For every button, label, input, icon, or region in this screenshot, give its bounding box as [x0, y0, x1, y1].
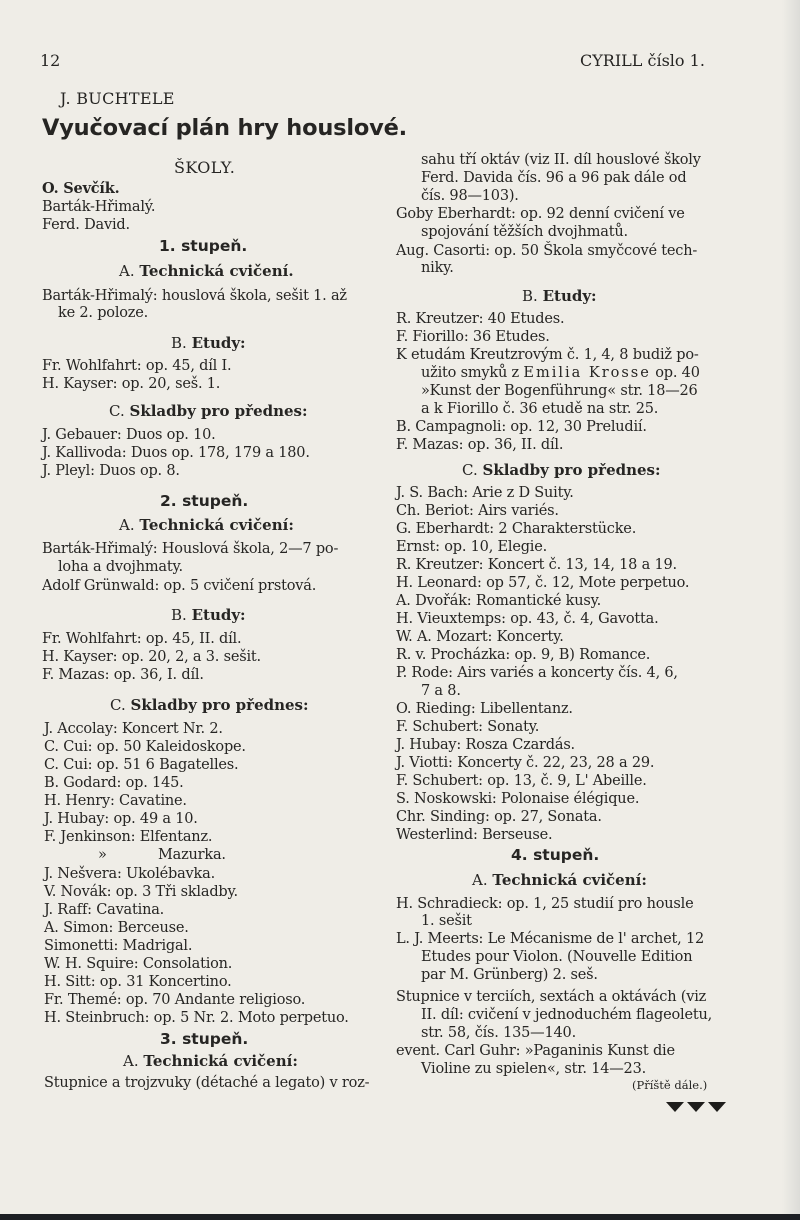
entry-line: str. 58, čís. 135—140. — [421, 1025, 576, 1041]
entry-line: par M. Grünberg) 2. seš. — [421, 967, 598, 983]
triangle-icon — [687, 1102, 705, 1112]
entry-line: a k Fiorillo č. 36 etudě na str. 25. — [421, 401, 659, 417]
running-title: CYRILL číslo 1. — [580, 51, 705, 70]
entry-line: H. Leonard: op 57, č. 12, Mote perpetuo. — [396, 575, 690, 591]
entry-line: C. Cui: op. 50 Kaleidoskope. — [44, 739, 246, 755]
section-heading — [110, 696, 309, 714]
section-letter: A. — [123, 1052, 139, 1070]
entry-line: B. Campagnoli: op. 12, 30 Preludií. — [396, 419, 647, 435]
entry-line: R. v. Procházka: op. 9, B) Romance. — [396, 647, 651, 663]
entry-line: 7 a 8. — [421, 683, 461, 699]
entry-line: W. A. Mozart: Koncerty. — [396, 629, 564, 645]
entry-line: Fr. Themé: op. 70 Andante religioso. — [44, 992, 306, 1008]
school-item: O. Sevčík. — [42, 180, 120, 197]
entry-line: S. Noskowski: Polonaise élégique. — [396, 791, 640, 807]
entry-line: H. Sitt: op. 31 Koncertino. — [44, 974, 232, 990]
entry-line: sahu tří oktáv (viz II. díl houslové školy — [421, 152, 701, 168]
article-title: Vyučovací plán hry houslové. — [42, 115, 408, 141]
grade-heading: 3. stupeň. — [160, 1030, 249, 1048]
section-title: Skladby pro přednes: — [130, 696, 309, 714]
entry-line: J. Pleyl: Duos op. 8. — [42, 463, 180, 479]
ditto-mark: » — [98, 847, 107, 863]
entry-line: F. Mazas: op. 36, I. díl. — [42, 667, 204, 683]
section-heading — [171, 334, 246, 352]
entry-line: K etudám Kreutzrovým č. 1, 4, 8 budiž po- — [396, 347, 699, 363]
entry-line: A. Dvořák: Romantické kusy. — [396, 593, 602, 609]
entry-line: ke 2. poloze. — [58, 305, 149, 321]
entry-line: čís. 98—103). — [421, 188, 519, 204]
entry-line: J. Raff: Cavatina. — [44, 902, 165, 918]
section-heading — [119, 516, 294, 534]
entry-line: H. Vieuxtemps: op. 43, č. 4, Gavotta. — [396, 611, 659, 627]
entry-line: Ernst: op. 10, Elegie. — [396, 539, 548, 555]
entry-line: J. Kallivoda: Duos op. 178, 179 a 180. — [42, 445, 310, 461]
entry-line: A. Simon: Berceuse. — [44, 920, 189, 936]
entry-line: O. Rieding: Libellentanz. — [396, 701, 573, 717]
entry-line: Adolf Grünwald: op. 5 cvičení prstová. — [42, 578, 317, 594]
entry-line: R. Kreutzer: 40 Etudes. — [396, 311, 565, 327]
entry-line: V. Novák: op. 3 Tři skladby. — [44, 884, 238, 900]
entry-line: H. Steinbruch: op. 5 Nr. 2. Moto perpetuo. — [44, 1010, 349, 1026]
entry-line: II. díl: cvičení v jednoduchém flageoletu, — [421, 1007, 713, 1023]
entry-line: Simonetti: Madrigal. — [44, 938, 193, 954]
section-letter: A. — [119, 262, 135, 280]
section-title: Etudy: — [191, 334, 246, 352]
entry-line: H. Kayser: op. 20, 2, a 3. sešit. — [42, 649, 261, 665]
section-letter: A. — [472, 871, 488, 889]
entry-line: J. S. Bach: Arie z D Suity. — [396, 485, 574, 501]
entry-line: Stupnice a trojzvuky (détaché a legato) v roz- — [44, 1075, 370, 1091]
section-letter: A. — [119, 516, 135, 534]
section-heading — [109, 402, 308, 420]
entry-line: Chr. Sinding: op. 27, Sonata. — [396, 809, 602, 825]
entry-line: event. Carl Guhr: »Paganinis Kunst die — [396, 1043, 675, 1059]
entry-line: Ferd. Davida čís. 96 a 96 pak dále od — [421, 170, 687, 186]
entry-line: Aug. Casorti: op. 50 Škola smyčcové tech- — [396, 243, 698, 259]
schools-heading: ŠKOLY. — [174, 158, 236, 177]
school-item: Ferd. David. — [42, 217, 130, 233]
section-title: Etudy: — [191, 606, 246, 624]
entry-line: »Kunst der Bogenführung« str. 18—26 — [421, 383, 698, 399]
entry-line: 1. sešit — [421, 913, 472, 929]
section-title: Technická cvičení: — [143, 1052, 298, 1070]
section-heading — [171, 606, 246, 624]
entry-line: F. Fiorillo: 36 Etudes. — [396, 329, 550, 345]
entry-line: Etudes pour Violon. (Nouvelle Edition — [421, 949, 693, 965]
article-author: J. BUCHTELE — [60, 89, 175, 108]
section-letter: C. — [109, 402, 125, 420]
section-title: Skladby pro přednes: — [129, 402, 308, 420]
entry-line: Violine zu spielen«, str. 14—23. — [421, 1061, 646, 1077]
entry-line: F. Schubert: Sonaty. — [396, 719, 540, 735]
entry-line: C. Cui: op. 51 6 Bagatelles. — [44, 757, 239, 773]
triangle-icon — [666, 1102, 684, 1112]
entry-line: Fr. Wohlfahrt: op. 45, II. díl. — [42, 631, 242, 647]
section-letter: C. — [110, 696, 126, 714]
entry-line — [421, 365, 700, 381]
entry-line: Mazurka. — [158, 847, 226, 863]
section-title: Technická cvičení: — [139, 516, 294, 534]
entry-line: H. Schradieck: op. 1, 25 studií pro housle — [396, 896, 694, 912]
entry-line: G. Eberhardt: 2 Charakterstücke. — [396, 521, 637, 537]
page-number: 12 — [40, 51, 61, 70]
grade-heading: 2. stupeň. — [160, 492, 249, 510]
entry-line: W. H. Squire: Consolation. — [44, 956, 233, 972]
section-title: Technická cvičení: — [492, 871, 647, 889]
entry-line: niky. — [421, 260, 454, 276]
section-title: Skladby pro přednes: — [482, 461, 661, 479]
entry-line: J. Hubay: Rosza Czardás. — [396, 737, 575, 753]
entry-line: Goby Eberhardt: op. 92 denní cvičení ve — [396, 206, 685, 222]
school-item: Barták-Hřimalý. — [42, 199, 156, 215]
entry-line: B. Godard: op. 145. — [44, 775, 184, 791]
entry-line: Fr. Wohlfahrt: op. 45, díl I. — [42, 358, 232, 374]
section-letter: B. — [171, 606, 187, 624]
entry-line: L. J. Meerts: Le Mécanisme de l' archet, 12 — [396, 931, 705, 947]
section-letter: B. — [522, 287, 538, 305]
entry-line: Ch. Beriot: Airs variés. — [396, 503, 559, 519]
entry-line: spojování těžších dvojhmatů. — [421, 224, 628, 240]
continued-note: (Příště dále.) — [632, 1078, 708, 1092]
section-heading — [462, 461, 661, 479]
section-letter: B. — [171, 334, 187, 352]
entry-line: F. Jenkinson: Elfentanz. — [44, 829, 213, 845]
entry-line: loha a dvojhmaty. — [58, 559, 183, 575]
section-heading — [472, 871, 647, 889]
entry-line: J. Gebauer: Duos op. 10. — [42, 427, 216, 443]
entry-line: F. Mazas: op. 36, II. díl. — [396, 437, 564, 453]
entry-line: Barták-Hřimalý: houslová škola, sešit 1. až — [42, 288, 347, 304]
entry-line: P. Rode: Airs variés a koncerty čís. 4, 6, — [396, 665, 678, 681]
entry-line: Westerlind: Berseuse. — [396, 827, 553, 843]
entry-text: op. 40 — [655, 365, 700, 381]
page-edge-shadow — [782, 0, 800, 1220]
entry-line: J. Nešvera: Ukolébavka. — [44, 866, 215, 882]
spaced-name: Emilia Krosse — [523, 365, 651, 381]
entry-line: Stupnice v terciích, sextách a oktávách (viz — [396, 989, 707, 1005]
entry-line: R. Kreutzer: Koncert č. 13, 14, 18 a 19. — [396, 557, 677, 573]
section-heading — [522, 287, 597, 305]
entry-line: Barták-Hřimalý: Houslová škola, 2—7 po- — [42, 541, 339, 557]
entry-text: užito smyků z — [421, 365, 519, 381]
scan-bottom-edge — [0, 1214, 800, 1220]
triangle-icon — [708, 1102, 726, 1112]
entry-line: J. Accolay: Koncert Nr. 2. — [44, 721, 223, 737]
entry-line: H. Kayser: op. 20, seš. 1. — [42, 376, 221, 392]
entry-line: J. Hubay: op. 49 a 10. — [44, 811, 198, 827]
section-title: Etudy: — [542, 287, 597, 305]
entry-line: J. Viotti: Koncerty č. 22, 23, 28 a 29. — [396, 755, 655, 771]
section-letter: C. — [462, 461, 478, 479]
entry-line: F. Schubert: op. 13, č. 9, L' Abeille. — [396, 773, 647, 789]
grade-heading: 4. stupeň. — [511, 846, 600, 864]
section-heading — [119, 262, 294, 280]
entry-line: H. Henry: Cavatine. — [44, 793, 187, 809]
section-heading — [123, 1052, 298, 1070]
section-title: Technická cvičení. — [139, 262, 294, 280]
grade-heading: 1. stupeň. — [159, 237, 248, 255]
